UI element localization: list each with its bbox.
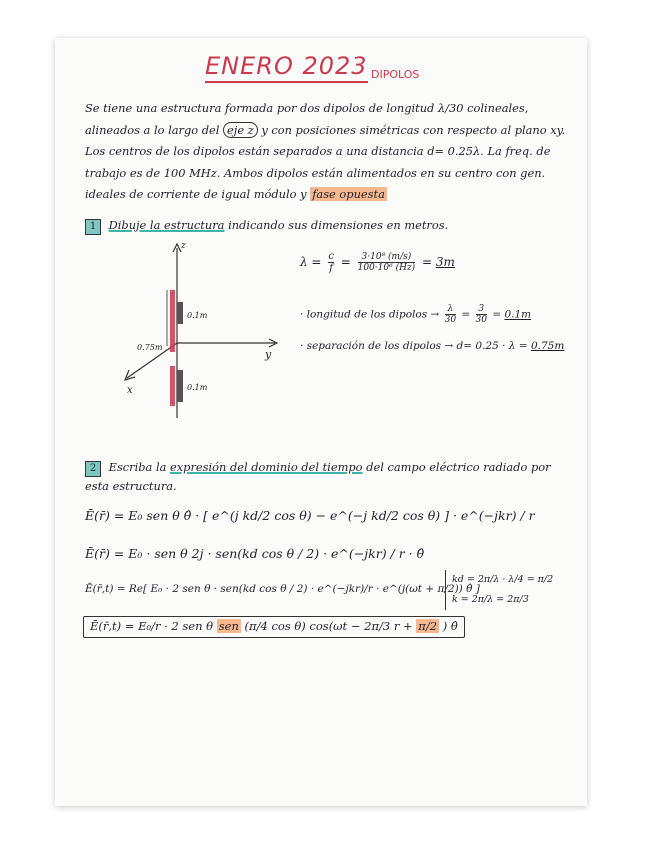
length-label: · longitud de los dipolos → xyxy=(300,308,440,321)
length-calculation: · longitud de los dipolos → $\frac{\lambda}{30}$ = $\frac{3}{30}$ = 0.1m xyxy=(300,304,532,325)
final-expression xyxy=(83,616,465,638)
lower-dipole xyxy=(170,366,175,406)
x-label: x xyxy=(127,385,133,396)
kd-note: kd = 2π/λ · λ/4 = π/2 xyxy=(452,574,554,585)
upper-dipole xyxy=(170,290,175,352)
intro-part-1: Se tiene una estructura formada por dos dipolos de longitud λ/30 colineales, alineados a lo largo del xyxy=(85,101,529,137)
page-subtitle: DIPOLOS xyxy=(371,68,420,81)
z-label: z xyxy=(181,241,186,251)
lambda-denominator: 100·10⁶ (Hz) xyxy=(357,263,416,273)
length-fraction-2 xyxy=(476,304,487,325)
question-2-pre: Escriba la xyxy=(108,460,167,474)
c-over-f xyxy=(328,251,334,274)
lambda-numerator: 3·10⁸ (m/s) xyxy=(358,252,416,263)
final-argument: (π/4 cos θ) cos(ωt − 2π/3 r + xyxy=(244,619,413,633)
length-fraction-1 xyxy=(445,304,456,325)
c-symbol: c xyxy=(328,251,334,262)
final-suffix: ) θ̂ xyxy=(442,619,458,633)
separation-result: 0.75m xyxy=(530,340,565,352)
equation-1: Ē(r̄) = E₀ sen θ θ̂ · [ e^(j kd/2 cos θ) − e^(−j kd/2 cos θ) ] · e^(−jkr) / r xyxy=(85,508,535,523)
length-mid-num: 3 xyxy=(476,304,487,315)
notebook-page xyxy=(55,38,587,806)
separation-text: · separación de los dipolos → d= 0.25 · λ = xyxy=(300,340,528,352)
equation-3: Ē(r̄,t) = Re[ E₀ · 2 sen θ · sen(kd cos θ / 2) · e^(−jkr)/r · e^(j(ωt + π/2)) θ̂ ] xyxy=(85,583,480,595)
intro-phase: fase opuesta xyxy=(312,187,385,201)
final-phase: π/2 xyxy=(418,619,438,633)
page-title: ENERO 2023 xyxy=(205,52,368,83)
equation-2: Ē(r̄) = E₀ · sen θ 2j · sen(kd cos θ / 2) · e^(−jkr) / r · θ̂ xyxy=(85,546,425,561)
intro-axis: eje z xyxy=(223,122,258,138)
question-1-highlight: Dibuje la estructura xyxy=(108,218,225,232)
question-1 xyxy=(85,218,448,235)
lambda-calculation: λ = $\frac{c}{f}$ = $\frac{\text{3·10⁸ (m/s)}}{\text{100·10⁶ (Hz)}}$ = 3m xyxy=(300,251,455,274)
lambda-result: 3m xyxy=(435,255,455,269)
lambda-lhs: λ = xyxy=(300,255,322,269)
y-label: y xyxy=(265,348,272,361)
lower-length-label: 0.1m xyxy=(187,383,208,392)
f-symbol: f xyxy=(329,263,333,274)
problem-statement xyxy=(85,98,570,206)
question-2-highlight: expresión del dominio del tiempo xyxy=(170,460,363,474)
question-2-text: del campo eléctrico radiado por esta estructura. xyxy=(85,460,551,493)
final-sen: sen xyxy=(218,619,239,633)
final-prefix: Ē(r̄,t) = E₀/r · 2 sen θ xyxy=(90,619,214,633)
question-1-number: 1 xyxy=(85,219,101,235)
dipole-diagram xyxy=(115,238,285,423)
separation-calculation xyxy=(300,340,564,352)
lower-dipole-feed xyxy=(177,370,183,402)
separation-label: 0.75m xyxy=(137,343,163,352)
k-note: k = 2π/λ = 2π/3 xyxy=(452,594,529,605)
question-2-number: 2 xyxy=(85,461,101,477)
upper-length-label: 0.1m xyxy=(187,311,208,320)
length-frac-num: λ xyxy=(445,304,456,315)
wave-number-notes xyxy=(445,570,553,610)
question-2 xyxy=(85,458,555,496)
upper-dipole-feed xyxy=(177,302,183,324)
length-mid-den: 30 xyxy=(475,315,487,325)
length-result: 0.1m xyxy=(504,308,532,321)
question-1-text: indicando sus dimensiones en metros. xyxy=(228,218,449,232)
length-frac-den: 30 xyxy=(444,315,457,325)
intro-part-2: y con posiciones simétricas con respecto al plano xy. Los centros de los dipolos están separados a una distancia d= 0.25λ. La freq. de trabajo es de 100 MHz. Ambos dipolos están alimentados en su centro con gen. ideales de corriente de igual módulo y xyxy=(85,122,566,201)
lambda-fraction xyxy=(358,252,416,273)
